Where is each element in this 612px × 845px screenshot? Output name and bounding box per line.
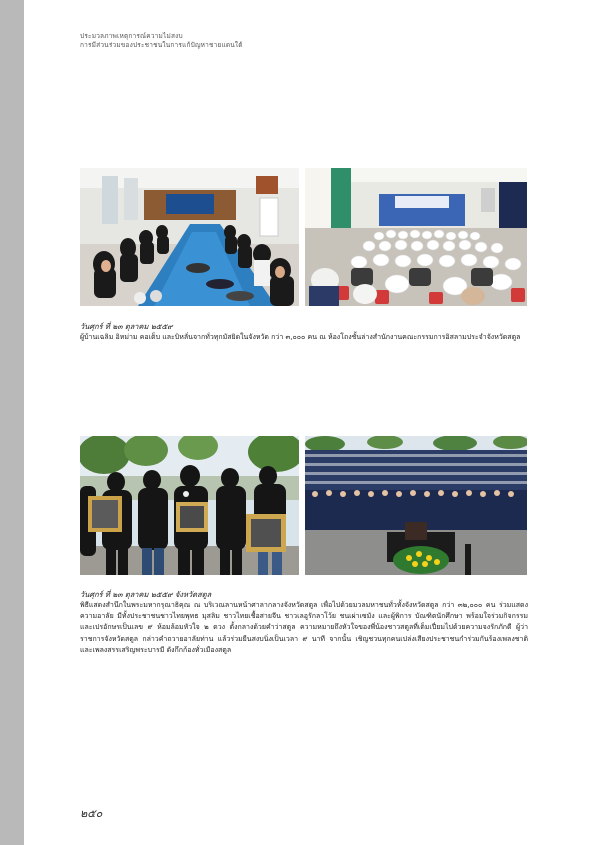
photo-ceremony-crowd bbox=[305, 436, 527, 575]
running-header bbox=[80, 32, 520, 50]
header-line-1: ประมวลภาพเหตุการณ์ความไม่สงบ bbox=[80, 32, 183, 40]
caption-2-date: วันศุกร์ ที่ ๒๓ ตุลาคม ๒๕๕๙ จังหวัดสตูล bbox=[80, 590, 212, 599]
caption-section-2 bbox=[80, 590, 528, 656]
header-line-2: การมีส่วนร่วมของประชาชนในการแก้ปัญหาชายแดนใต้ bbox=[80, 41, 243, 49]
caption-1-body: ผู้บ้านเฉลิม อิหม่าม คอเต็บ และบิหลั่นจากทั่วทุกมัสยิดในจังหวัด กว่า ๓,๐๐๐ คน ณ ห้องโถงชั้นล่างสำนักงานคณะกรรมการอิสลามประจำจังหวัดสตูล bbox=[80, 333, 521, 341]
caption-2-body: พิธีแสดงสำนึกในพระมหากรุณาธิคุณ ณ บริเวณลานหน้าศาลากลางจังหวัดสตูล เพื่อไปด้วยมวลมหาชนทั่วทั้งจังหวัดสตูล กว่า ๓๒,๐๐๐ คน ร่วมแสดงความอาลัย มีทั้งประชาชนชาวไทยพุทธ มุสลิม ชาวไทยเชื้อสายจีน ชาวเลอูรักลาโว้ย ชนเผ่าเซมัง และผู้พิการ บัณฑิตนักศึกษา พร้อมใจร่วมกิจกรรม และเปรอักษรเป็นเลข ๙ ห้อมล้อมหัวใจ ๒ ดวง ตั้งกลางด้วยคำว่าสตูล ความหมายถึงหัวใจของพี่น้องชาวสตูลที่เต็มเปี่ยมไปด้วยความจงรักภักดี ผู้ว่าราชการจังหวัดสตูล กล่าวคำถวายอาลัยท่าน แล้วร่วมยืนสงบนิ่งเป็นเวลา ๙ นาที จากนั้น เชิญชวนทุกคนเปล่งเสียงประชาชนกำร่วมกันร้องเพลงชาติ และเพลงสรรเสริญพระบารมี ดังกึกก้องทั่วเมืองสตูล bbox=[80, 601, 528, 654]
caption-1-date: วันศุกร์ ที่ ๒๓ ตุลาคม ๒๕๕๙ bbox=[80, 322, 173, 331]
photo-women-at-table bbox=[80, 168, 299, 306]
page-number: ๒๕๐ bbox=[80, 807, 103, 820]
photo-hall-gathering bbox=[305, 168, 527, 306]
side-band bbox=[0, 0, 24, 845]
photo-men-with-portraits bbox=[80, 436, 299, 575]
caption-section-1 bbox=[80, 322, 528, 343]
